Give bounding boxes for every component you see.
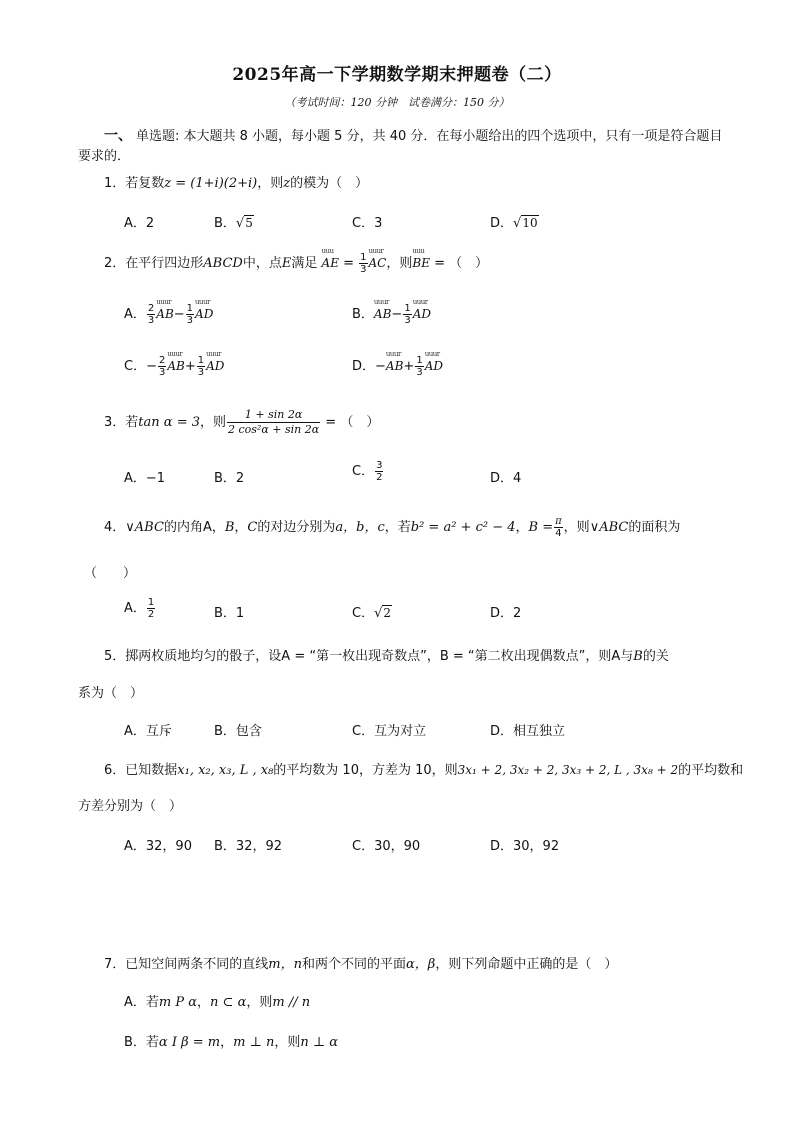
math-expression: m // n xyxy=(272,995,311,1010)
question-text: 掷两枚质地均匀的骰子，设 xyxy=(125,649,282,664)
denominator: 2 cos²α + sin 2α xyxy=(228,423,320,436)
math-expression: n ⊥ α xyxy=(300,1035,338,1050)
question-text: ，则 xyxy=(199,415,226,430)
question-text: = （ ） xyxy=(321,415,380,430)
denominator: 3 xyxy=(186,315,194,326)
event-a-definition: A = “第一枚出现奇数点” xyxy=(281,649,427,664)
fraction xyxy=(158,355,166,378)
fraction xyxy=(147,597,155,620)
question-number: 1． xyxy=(104,176,126,191)
q2-option-a: A． $\frac{2}{3}$ uuur AB− $\frac{1}{3}$ uuur AD xyxy=(124,298,214,326)
denominator: 4 xyxy=(555,528,562,539)
radicand: 2 xyxy=(383,606,392,620)
question-text: ，则 xyxy=(274,1035,301,1050)
math-expression: tan α = 3 xyxy=(138,415,200,430)
fraction xyxy=(186,303,194,326)
vector-label: AD xyxy=(412,307,431,321)
question-text: 的模为（ ） xyxy=(290,176,369,191)
numerator: 1 xyxy=(197,355,205,366)
numerator: 1 xyxy=(360,252,367,263)
denominator: 3 xyxy=(360,264,367,275)
q1-option-d xyxy=(490,212,539,231)
math-variable: ABCD xyxy=(203,256,243,271)
q5-option-c: C．互为对立 xyxy=(352,724,427,739)
exam-subtitle: （考试时间：120 分钟 试卷满分：150 分） xyxy=(284,96,510,109)
math-expression: m，n xyxy=(268,957,302,972)
vector-label: AB xyxy=(167,359,185,373)
q2-option-c: C．− $\frac{2}{3}$ uuur AB+ $\frac{1}{3}$ uuur AD xyxy=(124,350,225,378)
question-text: 已知数据 xyxy=(125,763,178,778)
math-expression: ∨ABC xyxy=(125,520,164,535)
math-variable: z xyxy=(283,176,291,191)
question-number: 2． xyxy=(104,256,126,271)
numerator: 1 xyxy=(404,303,411,314)
option-label: B． xyxy=(352,307,374,322)
fraction xyxy=(554,516,563,539)
math-expression: a，b，c xyxy=(335,520,385,535)
vector-ad: uuur AD xyxy=(206,350,225,373)
q7-option-b xyxy=(124,1031,338,1050)
vector-ab: uuur AB xyxy=(373,298,392,321)
option-label: D． xyxy=(490,216,514,231)
math-expression: b² = a² + c² − 4 xyxy=(410,520,516,535)
denominator: 3 xyxy=(158,367,166,378)
vector-be: uuu BE xyxy=(412,247,430,270)
question-text: ，则 xyxy=(257,176,284,191)
fraction xyxy=(415,355,423,378)
vector-label: AE xyxy=(321,256,339,270)
question-text: ，若 xyxy=(384,520,411,535)
vector-ae: uuu AE xyxy=(321,247,339,270)
numerator: 3 xyxy=(376,460,383,471)
fraction xyxy=(147,303,155,326)
q3-option-c xyxy=(352,460,384,483)
q3-option-d: D．4 xyxy=(490,471,522,486)
math-expression: α I β = m xyxy=(158,1035,221,1050)
vector-label: AB xyxy=(373,307,392,321)
q4-option-b: B．1 xyxy=(214,606,245,621)
question-5 xyxy=(104,645,669,664)
math-expression: m ⊥ n xyxy=(233,1035,275,1050)
q3-option-a: A．−1 xyxy=(124,471,166,486)
math-expression: ∨ABC xyxy=(589,520,629,535)
vector-label: AB xyxy=(385,359,404,373)
option-label: C． xyxy=(352,606,375,621)
question-number: 5． xyxy=(104,649,126,664)
q3-option-b: B．2 xyxy=(214,471,245,486)
q2-option-b: B． uuur AB− $\frac{1}{3}$ uuur AD xyxy=(352,298,431,326)
vector-label: AD xyxy=(206,359,225,373)
math-expression: z = (1+i)(2+i) xyxy=(164,176,258,191)
numerator: 1 + sin 2α xyxy=(227,408,320,423)
exam-title: 2025年高一下学期数学期末押题卷（二） xyxy=(232,65,562,85)
question-number: 3． xyxy=(104,415,126,430)
option-label: C． xyxy=(352,464,375,479)
question-text: 的平均数为 10，方差为 10，则 xyxy=(273,763,458,778)
math-variable: E xyxy=(281,256,292,271)
vector-label: AB xyxy=(156,307,174,321)
question-number: 7． xyxy=(104,957,126,972)
vector-ac: uuur AC xyxy=(368,247,387,270)
question-7 xyxy=(104,953,617,972)
q4-answer-paren: （ ） xyxy=(84,566,137,581)
vector-ab: uuur AB xyxy=(156,298,174,321)
option-label: D． xyxy=(352,359,376,374)
question-text: ， xyxy=(426,649,440,664)
q5-option-a: A．互斥 xyxy=(124,724,172,739)
math-expression: 3x₁ + 2, 3x₂ + 2, 3x₃ + 2, L , 3x₈ + 2 xyxy=(457,763,679,777)
question-text: ，则 xyxy=(563,520,590,535)
sqrt-symbol: √10 xyxy=(513,216,538,231)
option-label: A． xyxy=(124,601,146,616)
question-text: 的面积为 xyxy=(628,520,681,535)
question-text: ， xyxy=(197,995,211,1010)
q2-option-d: D．− uuur AB+ $\frac{1}{3}$ uuur AD xyxy=(352,350,443,378)
question-text: ， xyxy=(515,520,529,535)
q5-option-b: B．包含 xyxy=(214,724,262,739)
section-heading xyxy=(78,126,728,167)
vector-label: AD xyxy=(195,307,214,321)
q1-option-c: C．3 xyxy=(352,216,383,231)
section-number: 一、 xyxy=(104,128,132,144)
question-text: 的关 xyxy=(642,649,669,664)
question-text: 若复数 xyxy=(125,176,165,191)
question-text: ，则A与 xyxy=(585,649,634,664)
question-3 xyxy=(104,408,379,437)
section-instructions: 单选题: 本大题共 8 小题，每小题 5 分，共 40 分．在每小题给出的四个选项中，只有一项是符合题目要求的． xyxy=(78,129,723,164)
numerator: π xyxy=(555,516,562,527)
denominator: 3 xyxy=(404,315,411,326)
option-label: A．若 xyxy=(124,995,159,1010)
vector-ad: uuur AD xyxy=(412,298,431,321)
math-expression: B = xyxy=(528,520,554,535)
q6-option-a: A．32，90 xyxy=(124,839,192,854)
numerator: 2 xyxy=(158,355,166,366)
q4-option-c xyxy=(352,602,392,621)
denominator: 2 xyxy=(376,472,383,483)
math-expression: x₁, x₂, x₃, L , x₈ xyxy=(177,763,274,778)
question-2: 2．在平行四边形ABCD中，点E满足 uuu AE = $\frac{1}{3}$ uuur AC，则 uuu BE = （ ） xyxy=(104,247,489,275)
vector-ad: uuur AD xyxy=(195,298,214,321)
fraction xyxy=(227,408,320,437)
question-text: ，则 xyxy=(386,256,413,271)
denominator: 3 xyxy=(416,367,423,378)
math-expression: α，β xyxy=(406,957,436,972)
question-4 xyxy=(104,516,680,539)
q5-option-d: D．相互独立 xyxy=(490,724,566,739)
vector-ab: uuur AB xyxy=(385,350,404,373)
q6-option-c: C．30，90 xyxy=(352,839,421,854)
sqrt-symbol: √2 xyxy=(374,606,392,621)
q7-option-a xyxy=(124,991,310,1010)
vector-ab: uuur AB xyxy=(167,350,185,373)
question-text: 已知空间两条不同的直线 xyxy=(125,957,269,972)
math-variable: B xyxy=(224,520,235,535)
math-expression: n ⊂ α xyxy=(210,995,247,1010)
question-text: 的内角A， xyxy=(163,520,225,535)
q4-option-a xyxy=(124,597,156,620)
question-text: 的对边分别为 xyxy=(257,520,336,535)
question-text: ，则下列命题中正确的是（ ） xyxy=(435,957,618,972)
numerator: 1 xyxy=(147,597,155,608)
question-text: 满足 xyxy=(291,256,318,271)
radicand: 5 xyxy=(245,216,253,230)
vector-label: BE xyxy=(412,256,430,270)
question-6-cont: 方差分别为（ ） xyxy=(78,799,183,814)
option-label: C． xyxy=(124,359,147,374)
question-text: 和两个不同的平面 xyxy=(302,957,407,972)
question-text: 的平均数和 xyxy=(678,763,744,778)
sqrt-symbol: √5 xyxy=(235,216,253,231)
question-number: 4． xyxy=(104,520,126,535)
math-variable: C xyxy=(247,520,258,535)
q1-option-a: A．2 xyxy=(124,216,155,231)
question-1 xyxy=(104,172,368,191)
vector-label: AD xyxy=(424,359,443,373)
question-text: ，则 xyxy=(246,995,273,1010)
fraction xyxy=(403,303,411,326)
q6-option-b: B．32，92 xyxy=(214,839,283,854)
denominator: 2 xyxy=(147,609,155,620)
option-label: B．若 xyxy=(124,1035,159,1050)
question-number: 6． xyxy=(104,763,126,778)
vector-ad: uuur AD xyxy=(424,350,443,373)
question-5-cont: 系为（ ） xyxy=(78,686,144,701)
question-text: 中，点 xyxy=(242,256,282,271)
fraction xyxy=(197,355,205,378)
q6-option-d: D．30，92 xyxy=(490,839,560,854)
question-6 xyxy=(104,759,743,778)
question-text: ， xyxy=(234,520,248,535)
event-b-definition: B = “第二枚出现偶数点” xyxy=(439,649,586,664)
denominator: 3 xyxy=(147,315,155,326)
numerator: 1 xyxy=(416,355,423,366)
question-text: 若 xyxy=(125,415,139,430)
vector-label: AC xyxy=(368,256,387,270)
math-expression: m P α xyxy=(158,995,198,1010)
option-label: B． xyxy=(214,216,236,231)
denominator: 3 xyxy=(197,367,205,378)
option-label: A． xyxy=(124,307,146,322)
question-text: ， xyxy=(220,1035,234,1050)
question-text: 在平行四边形 xyxy=(125,256,204,271)
fraction xyxy=(375,460,383,483)
q4-option-d: D．2 xyxy=(490,606,522,621)
numerator: 2 xyxy=(147,303,155,314)
radicand: 10 xyxy=(522,216,538,230)
fraction xyxy=(359,252,367,275)
q1-option-b xyxy=(214,212,254,231)
question-text: = （ ） xyxy=(429,256,489,271)
math-variable: B xyxy=(633,649,643,664)
numerator: 1 xyxy=(186,303,194,314)
